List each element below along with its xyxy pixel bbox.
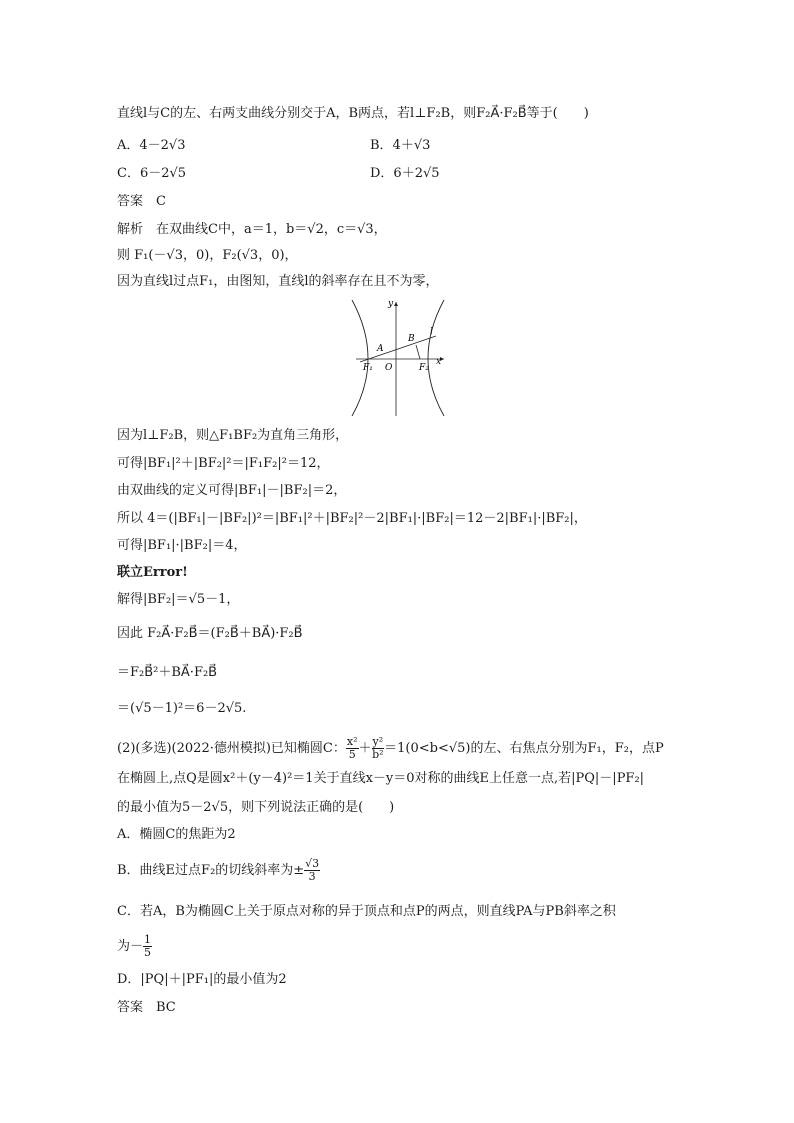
line-l: [360, 336, 436, 362]
option-d: D．6＋2√5: [370, 166, 440, 181]
hyperbola-figure: [348, 298, 448, 416]
question-2-stem-line2: 在椭圆上,点Q是圆x²＋(y－4)²＝1关于直线x－y＝0对称的曲线E上任意一点,若|PQ|－|PF₂|: [117, 771, 645, 786]
fraction-x2-5: $\frac{\text{x²}}{5}$: [346, 735, 358, 761]
label-f2: F₂: [419, 363, 429, 373]
solution-line: 由双曲线的定义可得|BF₁|－|BF₂|＝2，: [117, 483, 347, 498]
q2-option-a: A．椭圆C的焦距为2: [117, 827, 236, 842]
label-y: y: [388, 299, 394, 309]
solution-line: ＝F₂B⃗²＋BA⃗·F₂B⃗: [117, 665, 218, 680]
label-a: A: [377, 344, 384, 354]
solution-line: ＝(√5－1)²＝6－2√5.: [117, 701, 247, 716]
option-c: C．6－2√5: [117, 166, 187, 181]
solution-line: 解析 在双曲线C中，a＝1，b＝√2，c＝√3，: [117, 222, 387, 237]
q2-option-d: D．|PQ|＋|PF₁|的最小值为2: [117, 972, 287, 987]
solution-line: 因为直线l过点F₁，由图知，直线l的斜率存在且不为零，: [117, 274, 439, 289]
segment-f2b: [416, 345, 420, 359]
question-2-stem-line1: (2)(多选)(2022·德州模拟)已知椭圆C： $\frac{\text{x²}}{5}$ ＋ $\frac{\text{y²}}{\text{b²}}$ ＝1(0<b<√5)的左、右焦点分别为F₁，F₂，点P: [117, 735, 664, 761]
option-b: B．4＋√3: [370, 138, 431, 153]
fraction-sqrt3-3: $\frac{√3}{3}$: [305, 857, 320, 883]
label-b: B: [408, 334, 415, 344]
left-branch: [352, 300, 368, 416]
solution-line: 可得|BF₁|²＋|BF₂|²＝|F₁F₂|²＝12，: [117, 456, 330, 471]
solution-line: 所以 4＝(|BF₁|－|BF₂|)²＝|BF₁|²＋|BF₂|²－2|BF₁|·|BF₂|＝12－2|BF₁|·|BF₂|，: [117, 511, 587, 526]
y-axis-arrow: [394, 302, 398, 306]
label-l: l: [430, 327, 433, 337]
label-f1: F₁: [363, 363, 373, 373]
solution-line: 则 F₁(－√3，0)，F₂(√3，0)，: [117, 248, 298, 263]
fraction-1-5: $\frac{1}{5}$: [144, 933, 152, 959]
answer-line: 答案 C: [117, 194, 166, 209]
option-a: A．4－2√3: [117, 138, 186, 153]
solution-line: 因此 F₂A⃗·F₂B⃗＝(F₂B⃗＋BA⃗)·F₂B⃗: [117, 626, 303, 641]
q2-option-b: B．曲线E过点F₂的切线斜率为± $\frac{√3}{3}$: [117, 857, 320, 883]
q2-option-c-line2: 为－ $\frac{1}{5}$: [117, 933, 152, 959]
label-x: x: [436, 357, 442, 367]
solution-line: 联立Error!: [117, 565, 188, 580]
question-stem: 直线l与C的左、右两支曲线分别交于A，B两点，若l⊥F₂B，则F₂A⃗·F₂B⃗等于( ): [117, 106, 589, 121]
label-o: O: [385, 363, 393, 373]
fraction-y2-b2: $\frac{\text{y²}}{\text{b²}}$: [372, 735, 384, 761]
solution-line: 因为l⊥F₂B，则△F₁BF₂为直角三角形，: [117, 428, 349, 443]
solution-line: 解得|BF₂|＝√5－1，: [117, 592, 240, 607]
question-2-stem-line3: 的最小值为5－2√5，则下列说法正确的是( ): [117, 800, 395, 815]
q2-answer: 答案 BC: [117, 1000, 176, 1015]
q2-option-c-line1: C．若A，B为椭圆C上关于原点对称的异于顶点和点P的两点，则直线PA与PB斜率之积: [117, 904, 616, 919]
solution-line: 可得|BF₁|·|BF₂|＝4，: [117, 538, 247, 553]
